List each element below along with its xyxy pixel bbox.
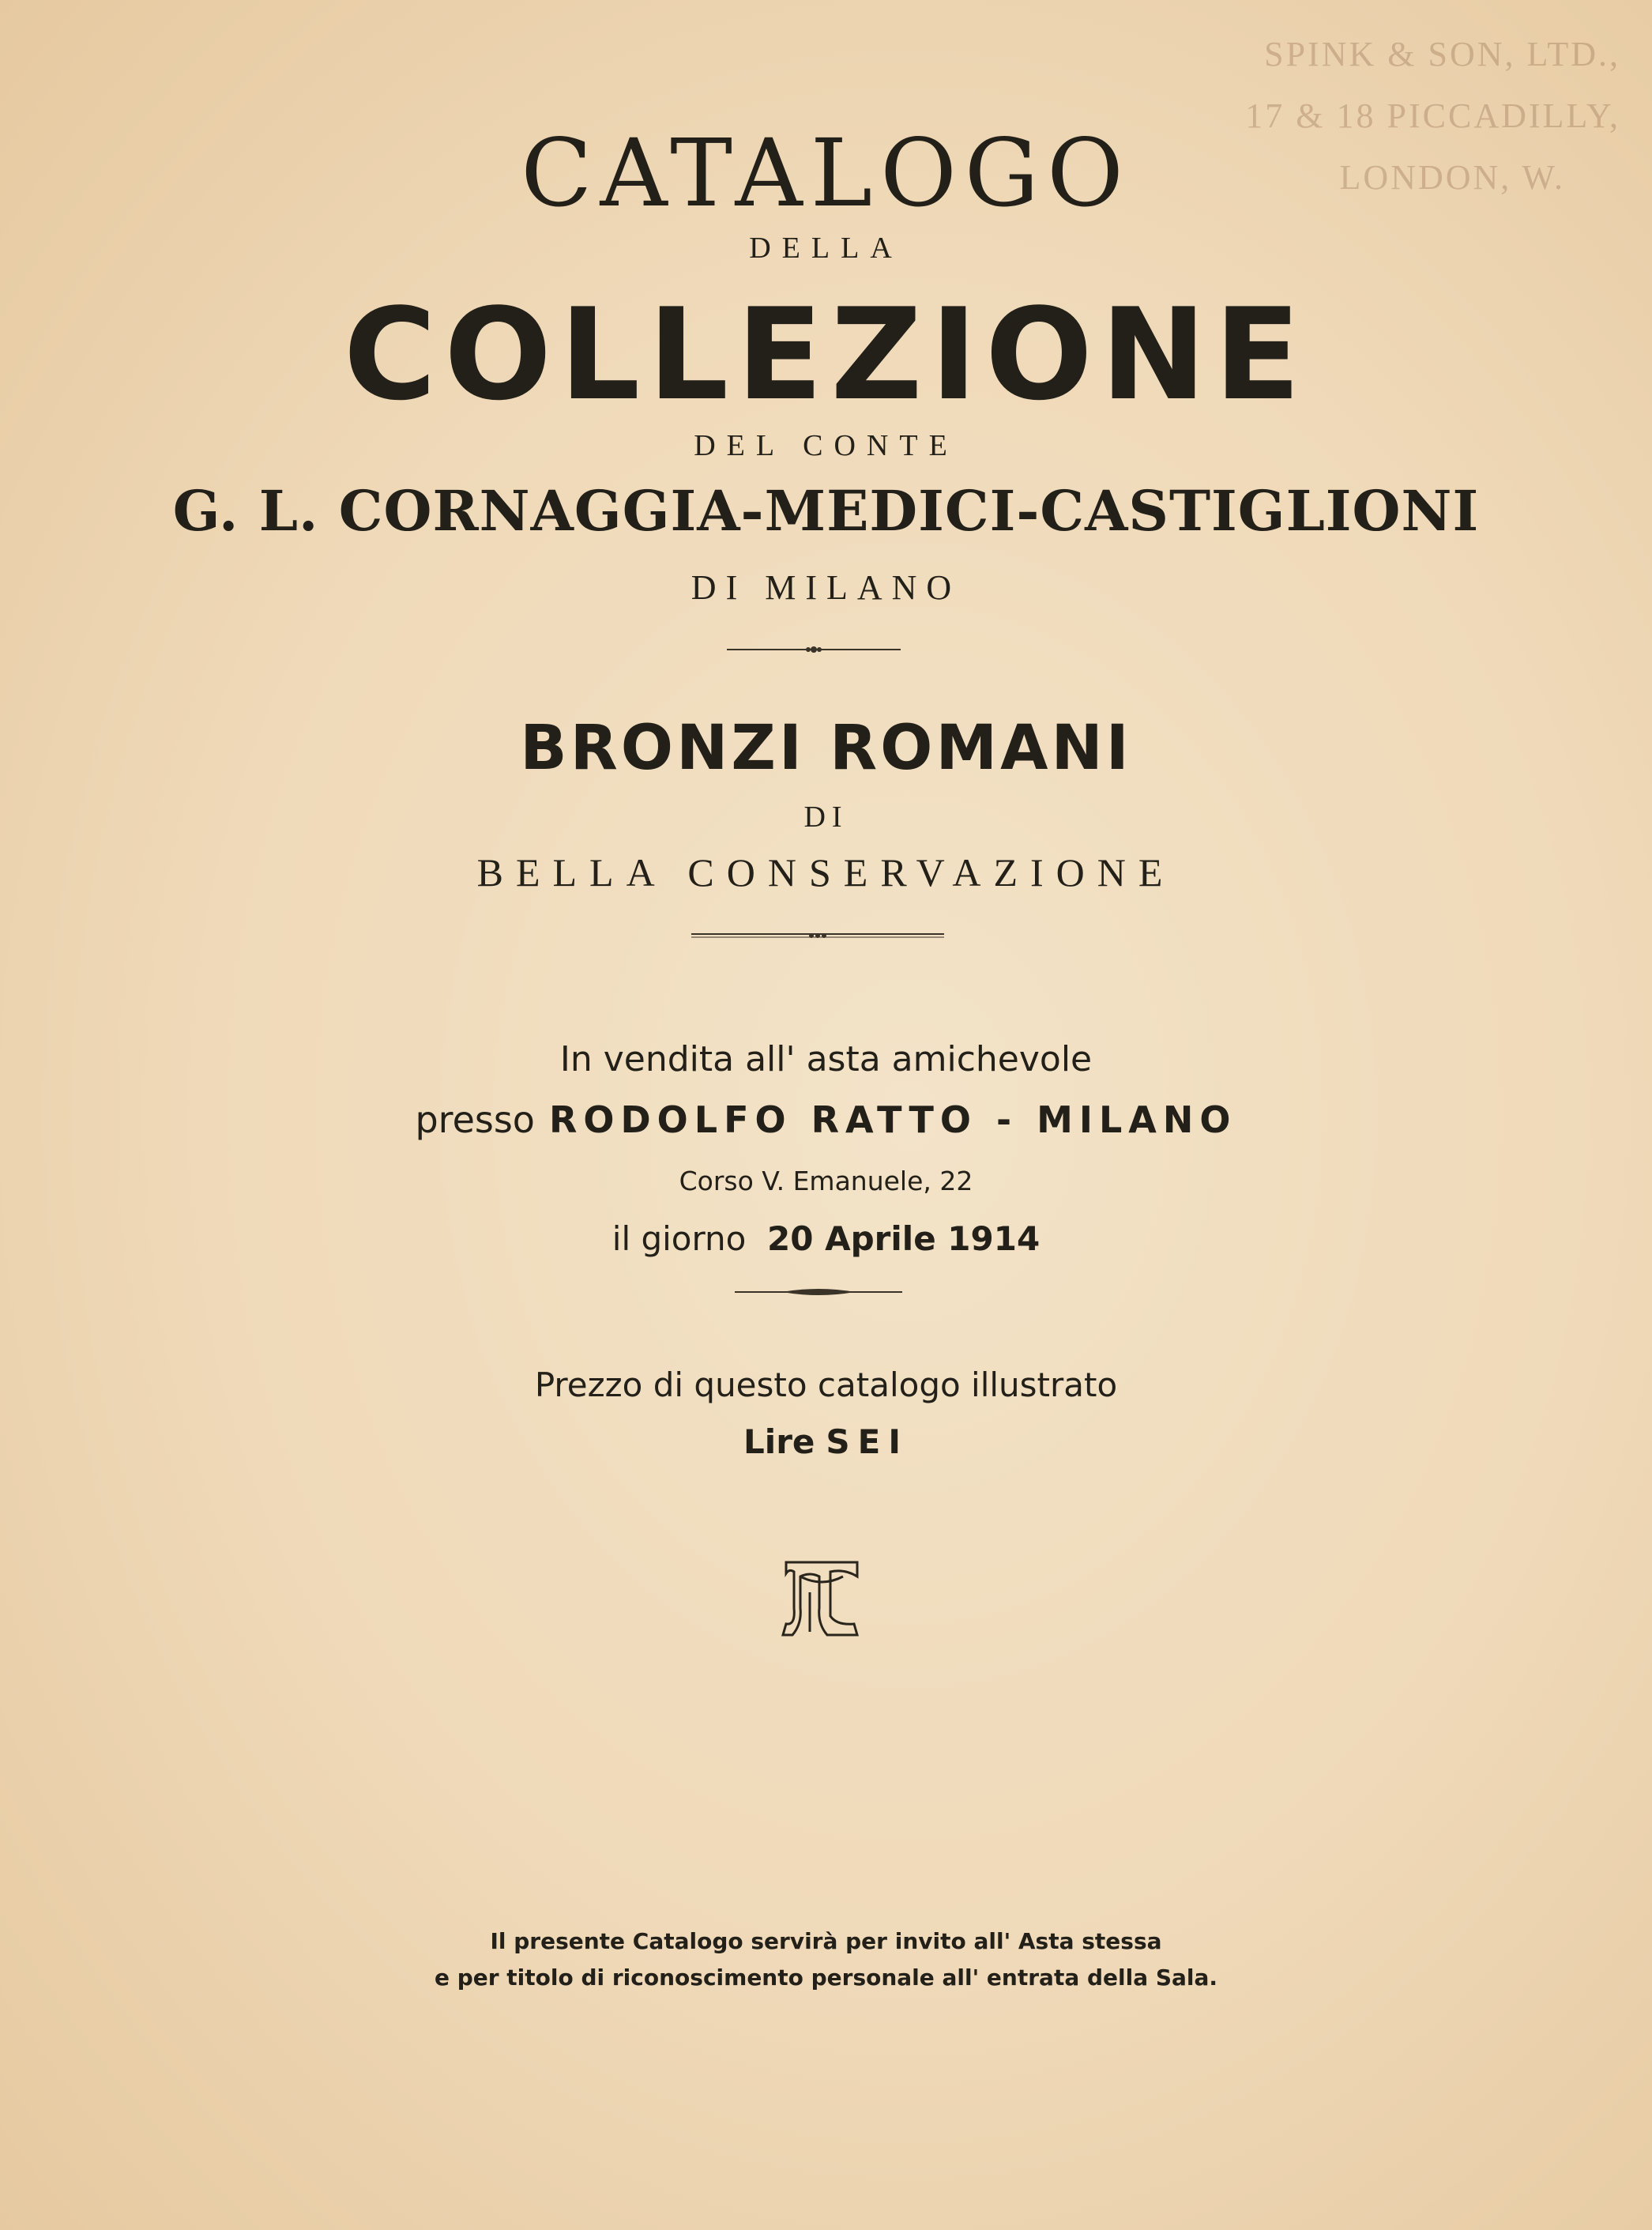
subject-bella-conservazione: BELLA CONSERVAZIONE	[476, 850, 1176, 895]
sale-presso: presso	[415, 1098, 535, 1141]
ornament-divider-3	[735, 1284, 902, 1300]
subject-di: DI	[803, 800, 849, 834]
stamp-line-2: 17 & 18 PICCADILLY,	[1245, 96, 1620, 135]
sale-date-line	[0, 1219, 1652, 1258]
owner-name: G. L. CORNAGGIA-MEDICI-CASTIGLIONI	[172, 478, 1480, 544]
subject-bronzi-romani: BRONZI ROMANI	[520, 713, 1132, 784]
sale-auctioneer-line	[0, 1098, 1652, 1141]
sale-auctioneer: RODOLFO RATTO - MILANO	[548, 1098, 1237, 1141]
stamp-line-1: SPINK & SON, LTD.,	[1264, 35, 1620, 73]
ornament-divider-2	[691, 926, 944, 942]
title-della: DELLA	[749, 232, 903, 265]
ornament-divider-1	[727, 642, 901, 657]
stamp-line-3: LONDON, W.	[1339, 158, 1565, 197]
price-line	[0, 1422, 1652, 1461]
footer-line-2: e per titolo di riconoscimento personale all' entrata della Sala.	[434, 1964, 1218, 1991]
sale-description: In vendita all' asta amichevole	[559, 1039, 1093, 1079]
sale-address: Corso V. Emanuele, 22	[679, 1166, 973, 1196]
monogram-rr-icon	[778, 1553, 865, 1640]
title-catalogo: CATALOGO	[521, 119, 1131, 228]
sale-date-prefix: il giorno	[612, 1219, 747, 1258]
sale-date: 20 Aprile 1914	[767, 1219, 1040, 1258]
footer-line-1: Il presente Catalogo servirà per invito all' Asta stessa	[490, 1928, 1162, 1954]
price-amount: SEI	[826, 1422, 909, 1461]
title-collezione: COLLEZIONE	[343, 281, 1309, 428]
title-del-conte: DEL CONTE	[694, 429, 958, 462]
price-label: Prezzo di questo catalogo illustrato	[534, 1365, 1118, 1404]
price-currency: Lire	[743, 1422, 815, 1461]
owner-city: DI MILANO	[691, 568, 961, 607]
